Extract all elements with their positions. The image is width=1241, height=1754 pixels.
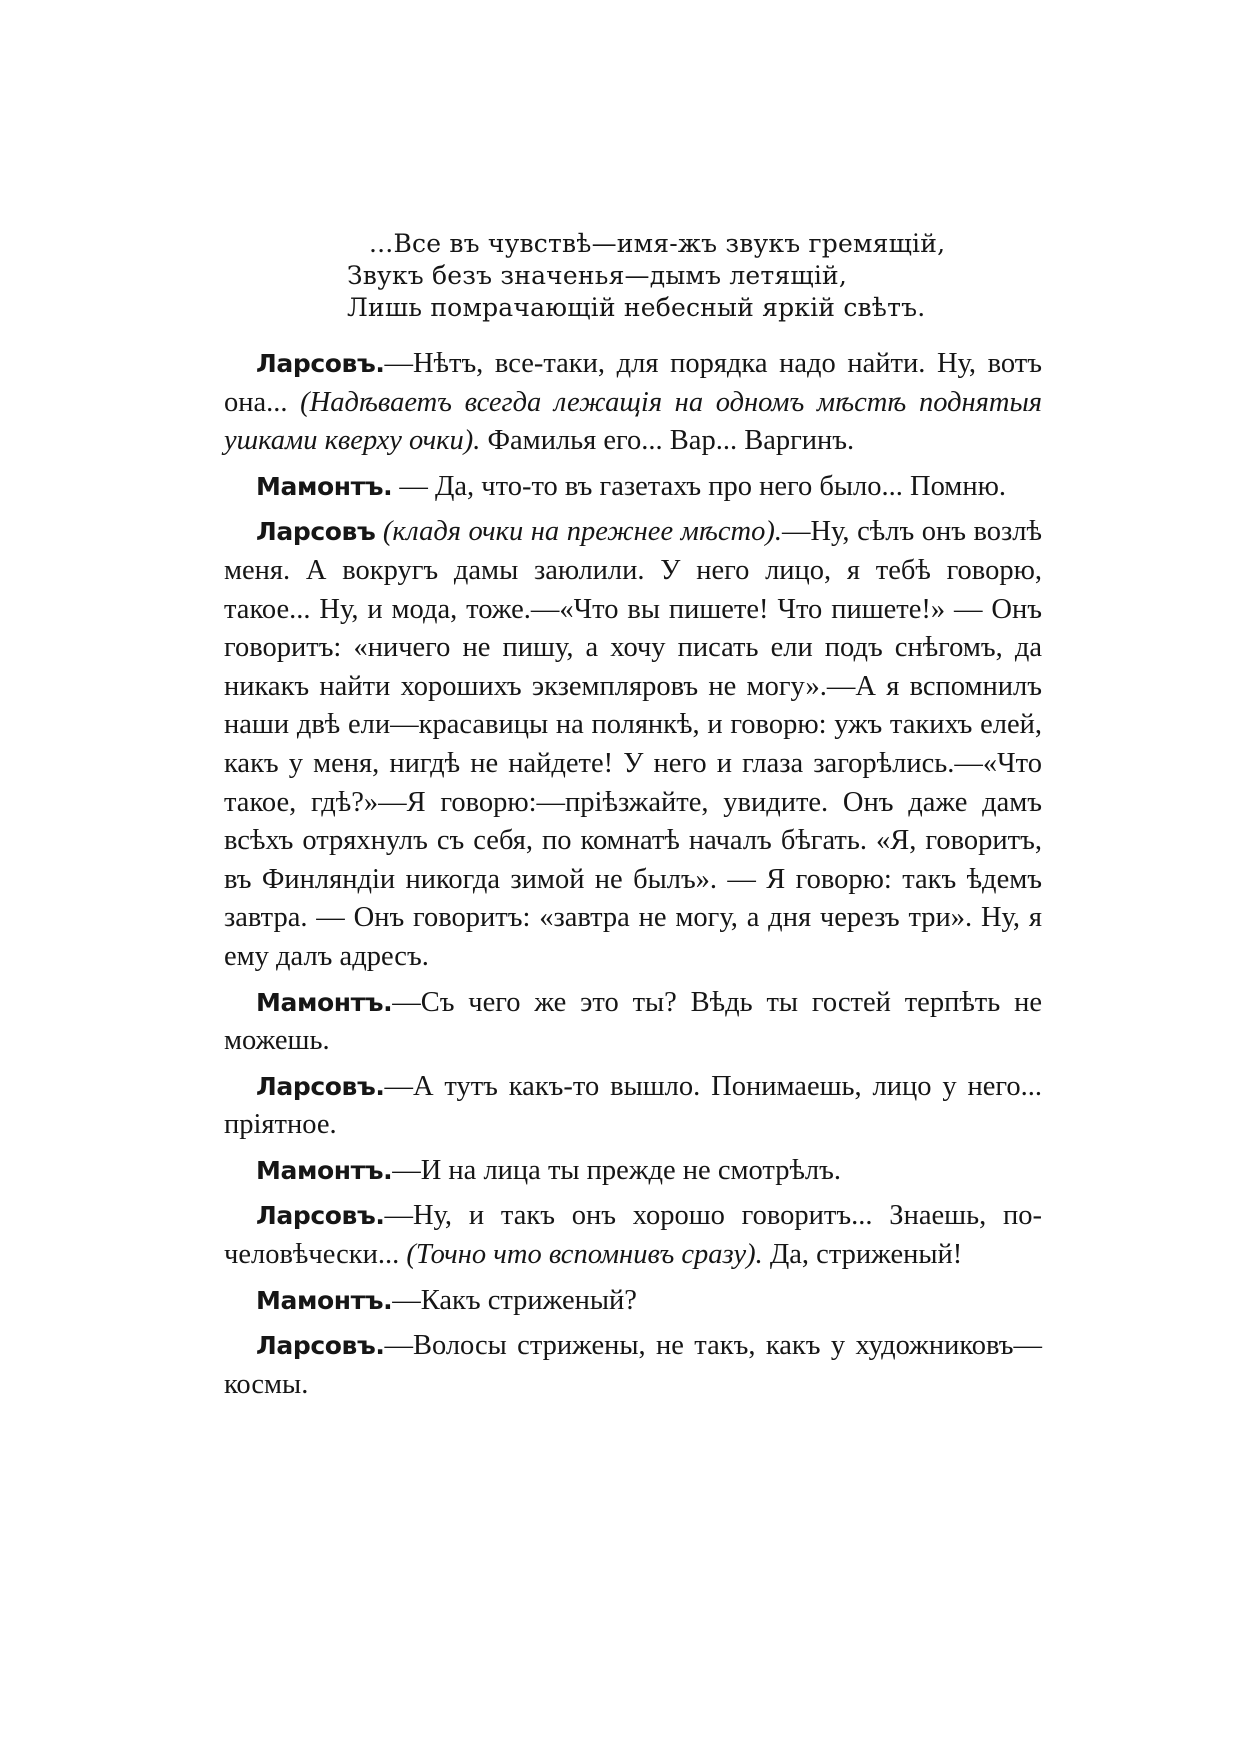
- speaker-name: Мамонтъ.: [256, 1285, 393, 1315]
- speaker-name: Ларсовъ.: [256, 1331, 385, 1361]
- dialogue-paragraph-5: [224, 1068, 1042, 1145]
- stage-direction: (Точно что вспомнивъ сразу).: [406, 1239, 763, 1271]
- speech-text: —И на лица ты прежде не смотрѣлъ.: [392, 1154, 841, 1186]
- speech-text: —Ну, сѣлъ онъ возлѣ меня. А вокругъ дамы заюлили. У него лицо, я тебѣ говорю, такое... Ну, и мода, тоже.—«Что вы пишете! Что пишете!» — Онъ говоритъ: «ничего не пишу, а хочу писать ели подъ снѣгомъ, да никакъ найти хорошихъ экземпляровъ не могу».—А я вспомнилъ наши двѣ ели—красавицы на полянкѣ, и говорю: ужъ такихъ елей, какъ у меня, нигдѣ не найдете! У него и глаза загорѣлись.—«Что такое, гдѣ?»—Я говорю:—пріѣзжайте, увидите. Онъ даже дамъ всѣхъ отряхнулъ съ себя, по комнатѣ началъ бѣгать. «Я, говоритъ, въ Финляндіи никогда зимой не былъ». — Я говорю: такъ ѣдемъ завтра. — Онъ говоритъ: «завтра не могу, а дня черезъ три». Ну, я ему далъ адресъ.: [224, 516, 1042, 972]
- verse-line-2: Звукъ безъ значенья—дымъ летящій,: [347, 261, 848, 290]
- speaker-name: Мамонтъ.: [256, 1155, 393, 1185]
- speech-text: [375, 516, 383, 547]
- speaker-name: Ларсовъ.: [256, 1071, 385, 1101]
- dialogue-paragraph-6: [224, 1152, 1042, 1191]
- verse-epigraph: [347, 228, 945, 324]
- speech-text: —Какъ стриженый?: [392, 1284, 637, 1316]
- speech-text: Да, стриженый!: [762, 1239, 963, 1271]
- dialogue-paragraph-2: [224, 468, 1042, 507]
- stage-direction: (кладя очки на прежнее мѣсто).: [382, 516, 782, 548]
- dialogue-paragraph-9: [224, 1327, 1042, 1404]
- dialogue-text: [224, 345, 1042, 1411]
- speaker-name: Мамонтъ.: [256, 471, 393, 501]
- speaker-name: Ларсовъ.: [256, 349, 385, 378]
- stage-direction: (Надѣваетъ всегда лежащія на одномъ мѣстѣ поднятыя ушками кверху очки).: [224, 386, 1042, 457]
- speaker-name: Мамонтъ.: [256, 987, 393, 1017]
- speech-text: —Нѣтъ, все-таки, для порядка надо найти. Ну, вотъ она...: [224, 348, 1042, 418]
- dialogue-paragraph-4: [224, 984, 1042, 1061]
- verse-line-1: ...Все въ чувствѣ—имя-жъ звукъ гремящій,: [369, 229, 946, 258]
- dialogue-paragraph-7: [224, 1197, 1042, 1274]
- dialogue-paragraph-8: [224, 1282, 1042, 1321]
- speech-text: —Съ чего же это ты? Вѣдь ты гостей терпѣть не можешь.: [224, 986, 1042, 1057]
- speech-text: —Ну, и такъ онъ хорошо говоритъ... Знаешь, по-человѣчески...: [224, 1200, 1042, 1271]
- speaker-name: Ларсовъ: [256, 517, 376, 547]
- dialogue-paragraph-1: [224, 345, 1042, 461]
- speech-text: —А тутъ какъ-то вышло. Понимаешь, лицо у него... пріятное.: [224, 1070, 1042, 1141]
- speaker-name: Ларсовъ.: [256, 1201, 385, 1231]
- speech-text: Фамилья его... Вар... Варгинъ.: [480, 425, 855, 457]
- speech-text: — Да, что-то въ газетахъ про него было... Помню.: [392, 470, 1006, 502]
- speech-text: —Волосы стрижены, не такъ, какъ у художниковъ—космы.: [224, 1330, 1042, 1400]
- verse-line-3: Лишь помрачающій небесный яркій свѣтъ.: [347, 293, 926, 322]
- dialogue-paragraph-3: [224, 513, 1042, 976]
